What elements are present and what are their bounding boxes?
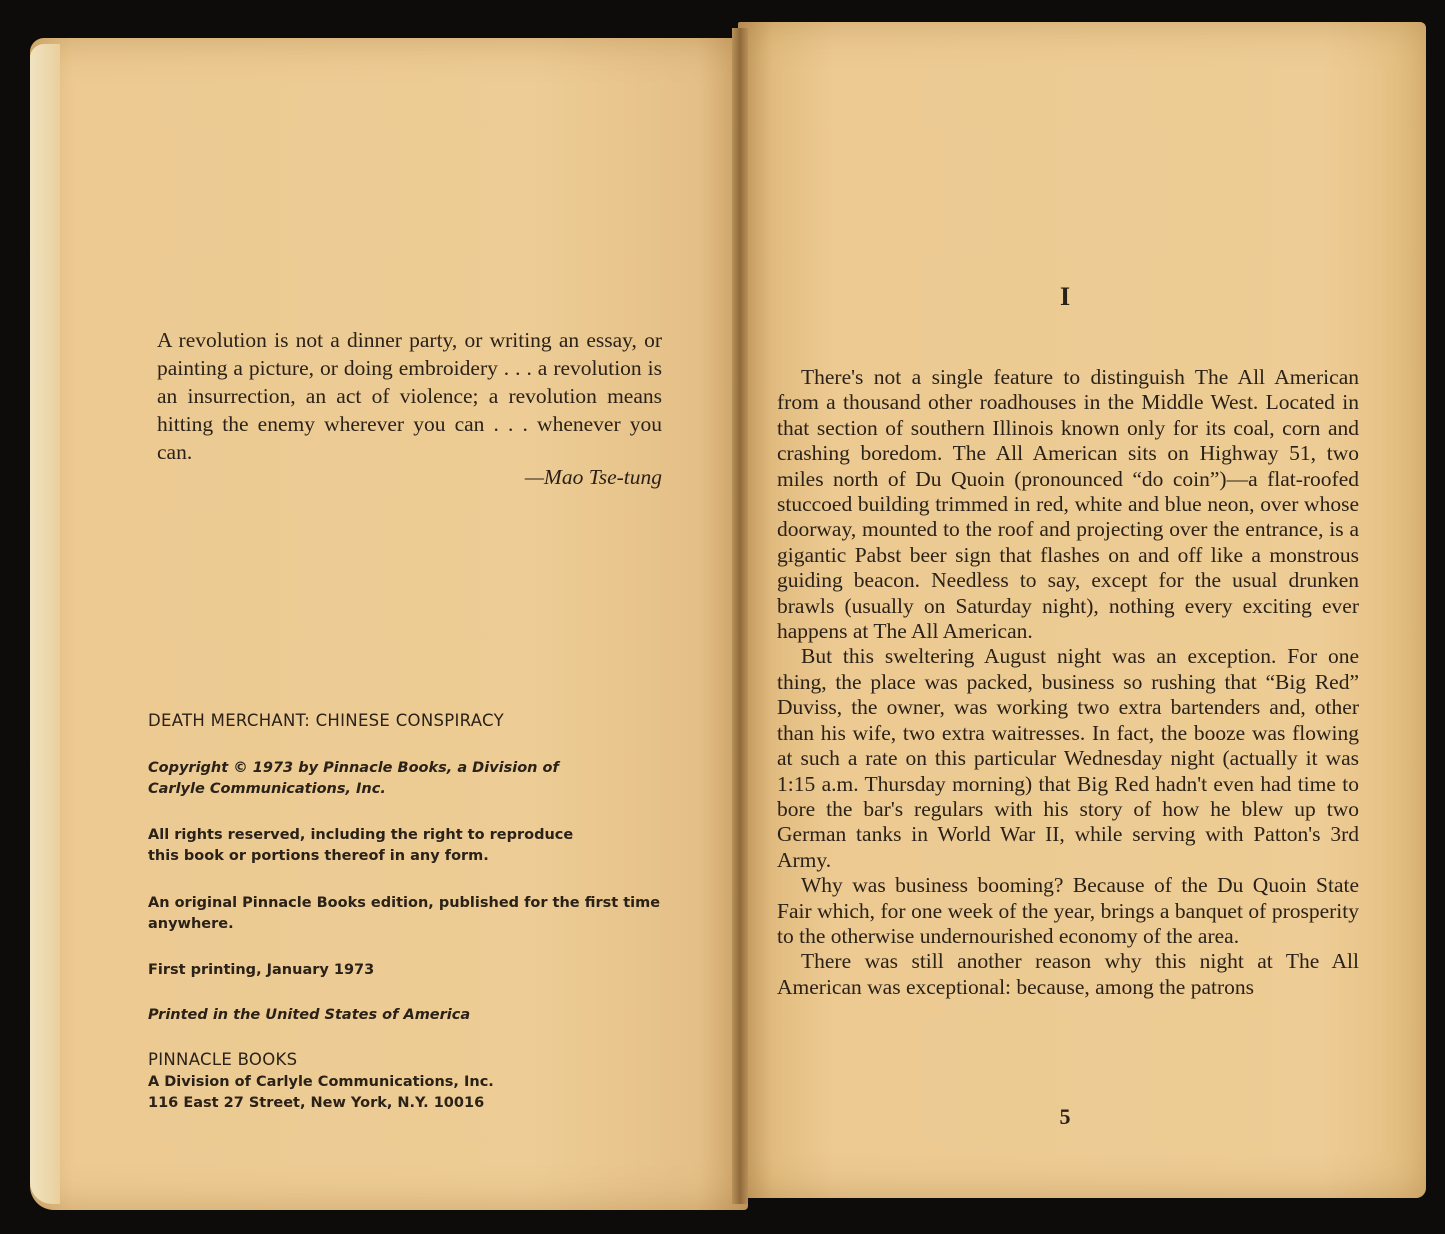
copyright-line: Carlyle Communications, Inc. xyxy=(148,781,386,797)
epigraph-text: A revolution is not a dinner party, or writing an essay, or painting a picture, or doing embroidery . . . a revolution is an insurrection, an act of violence; a revolution means hitting the enemy wherever you can . . . whenever you can. xyxy=(157,328,662,464)
paragraph: Why was business booming? Because of the Du Quoin State Fair which, for one week of the year, brings a banquet of prosperity to the otherwise undernourished economy of the area. xyxy=(777,873,1359,948)
chapter-number: I xyxy=(1059,282,1071,311)
copyright-line: Copyright © 1973 by Pinnacle Books, a Division of xyxy=(148,760,559,776)
left-page xyxy=(30,38,748,1210)
paragraph: But this sweltering August night was an exception. For one thing, the place was packed, business so rushing that “Big Red” Duviss, the owner, was working two extra bartenders and, other than his wife, two extra waitresses. In fact, the booze was flowing at such a rate on this particular Wednesday night (actually it was 1:15 a.m. Thursday morning) that Big Red hadn't even had time to bore the bar's regulars with his story of how he blew up two German tanks in World War II, while serving with Patton's 3rd Army. xyxy=(777,644,1359,872)
rights-notice xyxy=(148,825,588,867)
epigraph-attribution: —Mao Tse-tung xyxy=(524,465,662,489)
edition-line: An original Pinnacle Books edition, published for the first time xyxy=(148,895,661,911)
paragraph: There was still another reason why this night at The All American was exceptional: because, among the patrons xyxy=(777,949,1359,999)
edition-notice xyxy=(148,893,668,935)
book-gutter xyxy=(732,28,748,1204)
rights-line: this book or portions thereof in any form. xyxy=(148,848,489,864)
edition-line: anywhere. xyxy=(148,916,234,932)
copyright-notice xyxy=(148,758,588,800)
paragraph: There's not a single feature to distinguish The All American from a thousand other roadhouses in the Middle West. Located in that section of southern Illinois known only for its coal, corn and crashing boredom. The All American sits on Highway 51, two miles north of Du Quoin (pronounced “do coin”)—a flat-roofed stuccoed building trimmed in red, white and blue neon, over whose doorway, mounted to the roof and projecting over the entrance, is a gigantic Pabst beer sign that flashes on and off like a monstrous guiding beacon. Needless to say, except for the usual drunken brawls (usually on Saturday night), nothing every exciting ever happens at The All American. xyxy=(777,365,1359,644)
publisher-name: PINNACLE BOOKS xyxy=(148,1050,298,1069)
page-edge xyxy=(30,44,60,1204)
first-printing: First printing, January 1973 xyxy=(148,962,375,978)
publisher-address: 116 East 27 Street, New York, N.Y. 10016 xyxy=(148,1095,485,1111)
chapter-body xyxy=(777,365,1359,1000)
printed-in: Printed in the United States of America xyxy=(148,1007,471,1023)
rights-line: All rights reserved, including the right to reproduce xyxy=(148,827,574,843)
page-number: 5 xyxy=(1059,1104,1071,1129)
book-title: DEATH MERCHANT: CHINESE CONSPIRACY xyxy=(148,711,504,730)
publisher-division: A Division of Carlyle Communications, Inc. xyxy=(148,1074,494,1090)
